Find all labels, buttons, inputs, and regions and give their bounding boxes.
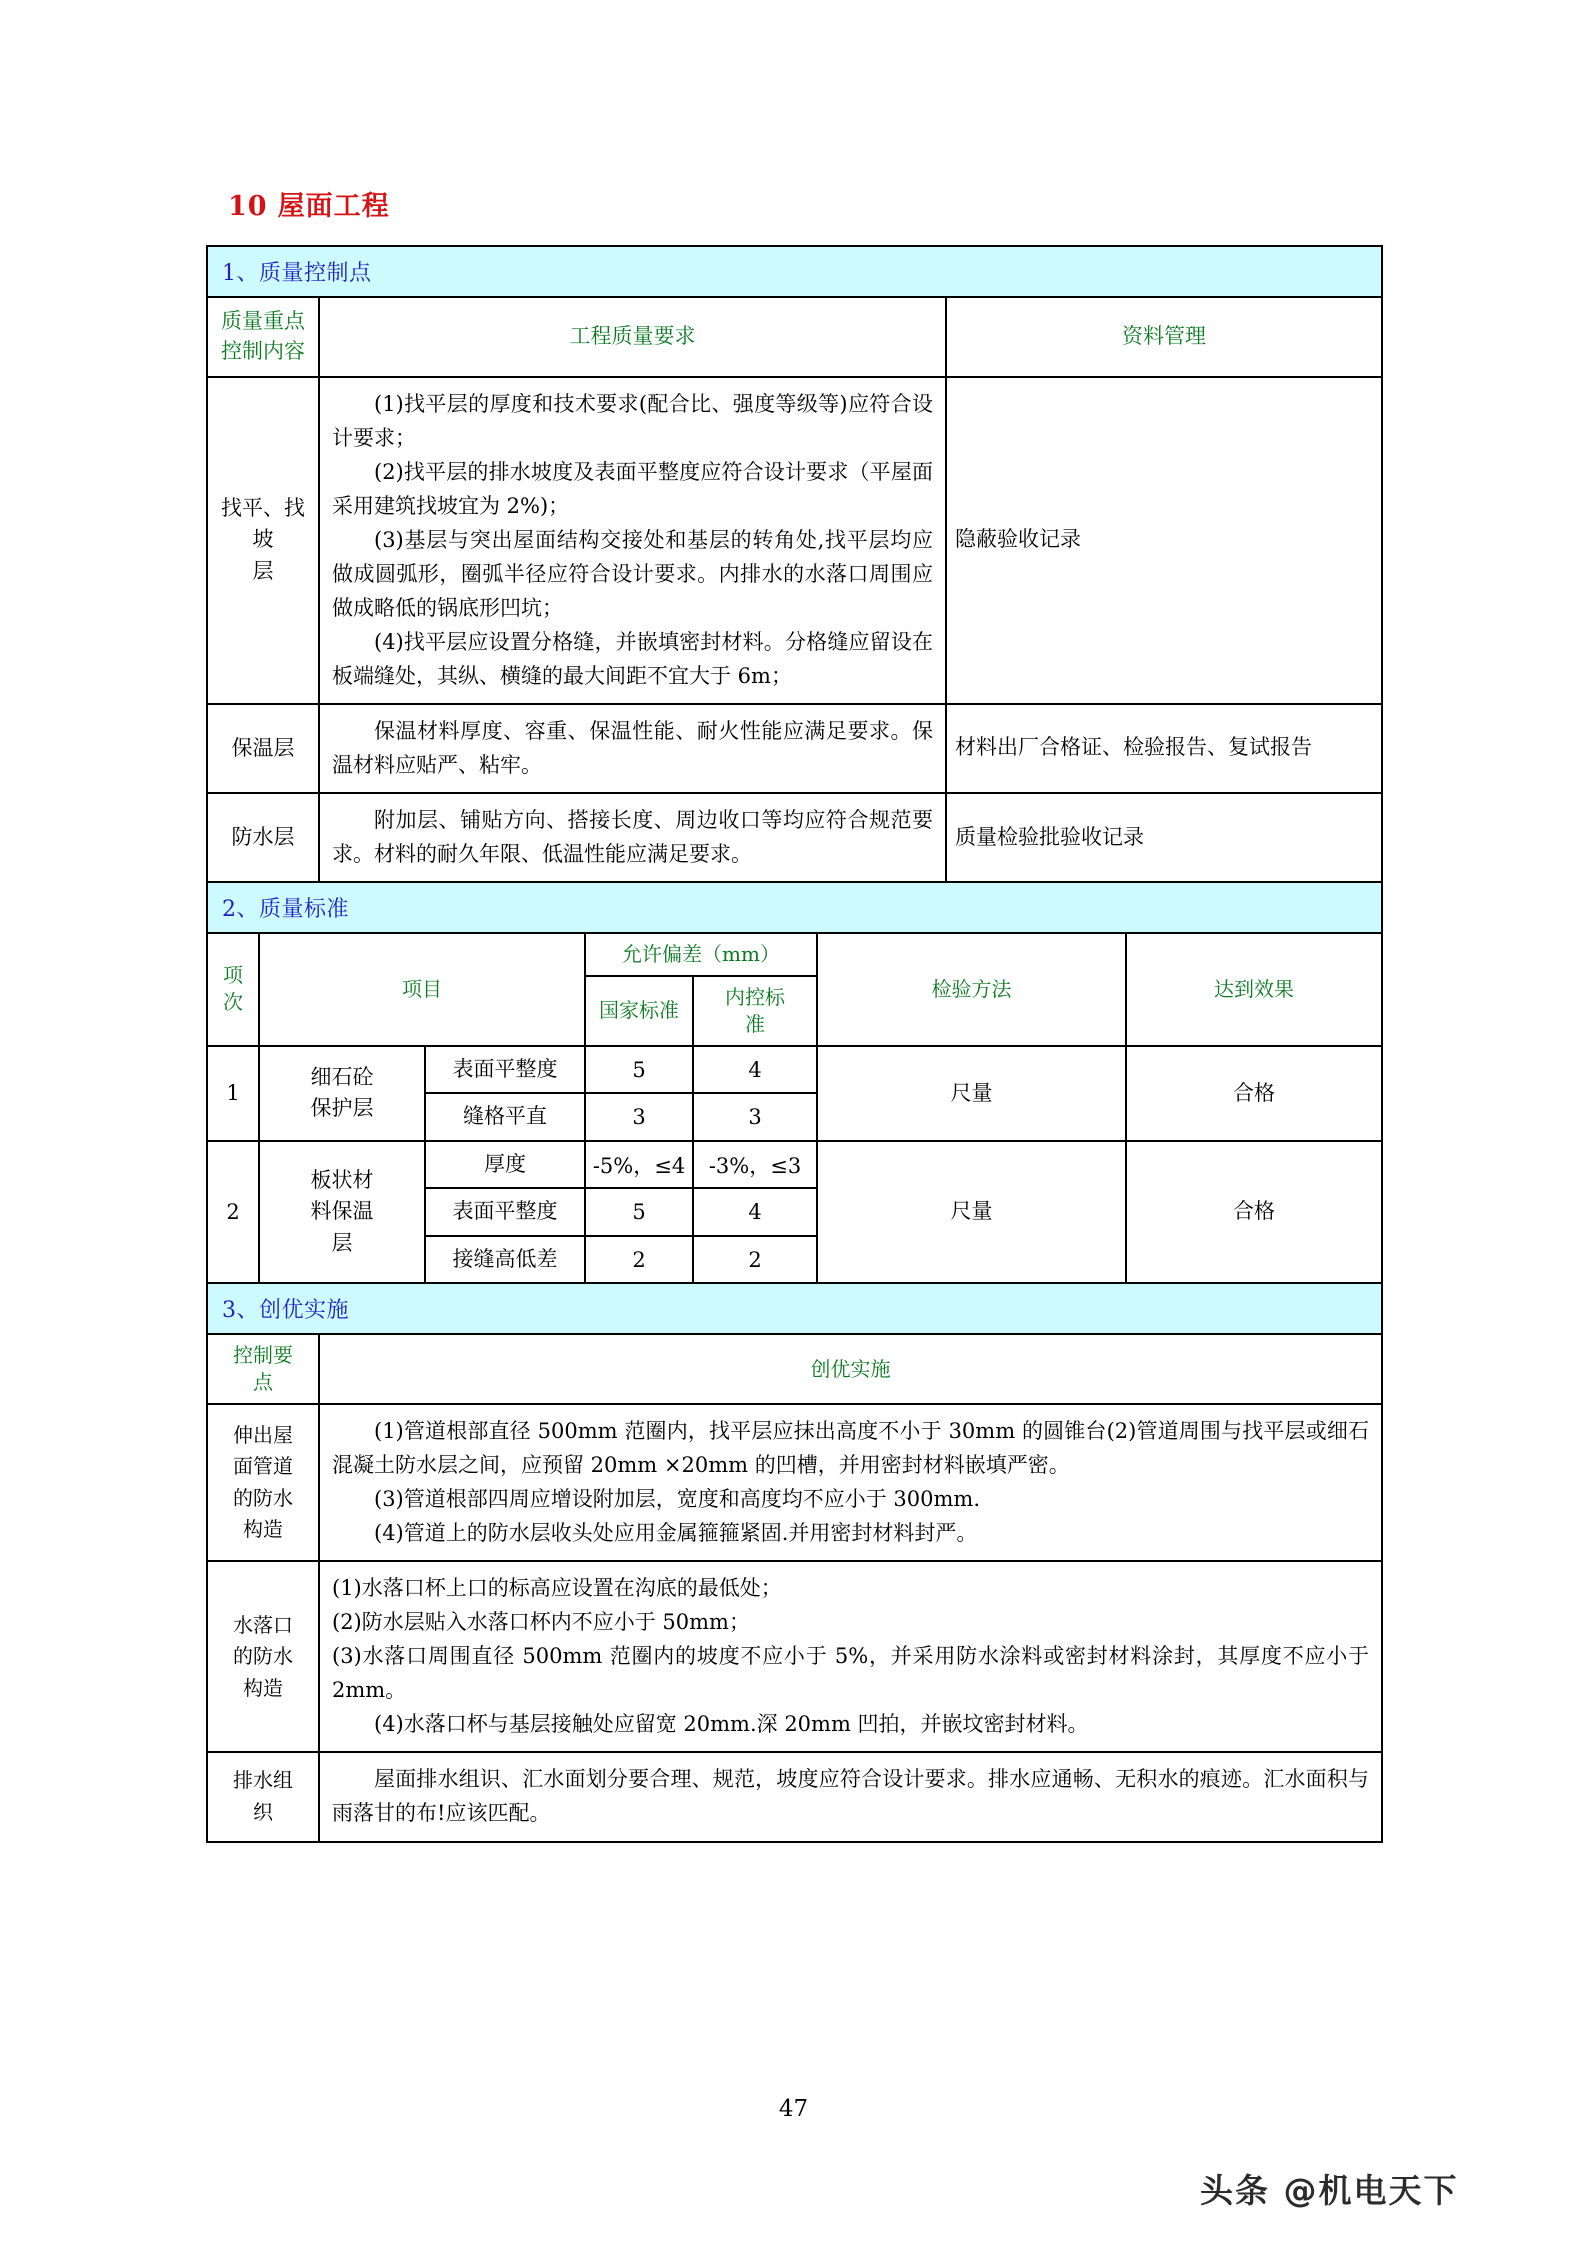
header-effect: 达到效果 <box>1126 933 1382 1046</box>
row-item-name: 表面平整度 <box>425 1046 585 1094</box>
row-label-line: 构造 <box>243 1517 283 1542</box>
table-row <box>207 1561 1382 1752</box>
header-data-management: 资料管理 <box>946 297 1382 377</box>
row-category-line2: 保护层 <box>310 1096 374 1121</box>
section1-header-row <box>207 297 1382 377</box>
header-inspection-method: 检验方法 <box>817 933 1126 1046</box>
section1-banner: 1、质量控制点 <box>207 246 1382 297</box>
row-internal-value: 3 <box>693 1093 817 1141</box>
row-label-line1: 找平、找坡 <box>221 495 305 552</box>
row-management-waterproof-layer: 质量检验批验收记录 <box>946 793 1382 882</box>
row-internal-value: 2 <box>693 1236 817 1284</box>
header-index-line2: 次 <box>223 990 243 1015</box>
row-content-drainage-system <box>319 1752 1382 1841</box>
row-content-drain-waterproof <box>319 1561 1382 1752</box>
header-control-content-line1: 质量重点 <box>221 309 305 333</box>
row-requirements-waterproof-layer <box>319 793 946 882</box>
row-management-insulation-layer: 材料出厂合格证、检验报告、复试报告 <box>946 704 1382 793</box>
row-label-line: 伸出屋 <box>233 1422 293 1447</box>
row-internal-value: 4 <box>693 1188 817 1236</box>
table-row <box>207 1141 1382 1189</box>
header-implementation: 创优实施 <box>319 1334 1382 1404</box>
header-control-content-line2: 控制内容 <box>221 338 305 363</box>
requirement-item: (4)找平层应设置分格缝，并嵌填密封材料。分格缝应留设在板端缝处，其纵、横缝的最大间距不宜大于 6m； <box>332 629 933 688</box>
row-requirements-leveling-layer <box>319 377 946 704</box>
table-row <box>207 1046 1382 1094</box>
page-number: 47 <box>778 2096 809 2122</box>
header-national-standard: 国家标准 <box>585 976 693 1046</box>
row-internal-value: 4 <box>693 1046 817 1094</box>
section1-banner-row <box>207 246 1382 297</box>
row-category-line1: 细石砼 <box>310 1064 374 1089</box>
implementation-item: (3)水落口周围直径 500mm 范圈内的坡度不应小于 5%，并采用防水涂料或密封材料涂封，其厚度不应小于 2mm。 <box>332 1644 1370 1703</box>
section2-banner: 2、质量标准 <box>207 882 1382 933</box>
table-row <box>207 793 1382 882</box>
requirement-item: (2)找平层的排水坡度及表面平整度应符合设计要求（平屋面采用建筑找坡宜为 2%)； <box>332 459 933 518</box>
header-control-content <box>207 297 319 377</box>
header-control-point <box>207 1334 319 1404</box>
row-label-line2: 层 <box>252 558 274 583</box>
row-method-2: 尺量 <box>817 1141 1126 1284</box>
header-control-point-line2: 点 <box>253 1370 273 1395</box>
chapter-title-text: 屋面工程 <box>277 191 390 222</box>
row-content-pipe-waterproof <box>319 1404 1382 1561</box>
row-method-1: 尺量 <box>817 1046 1126 1141</box>
row-category-line1: 板状材 <box>310 1167 374 1192</box>
header-control-point-line1: 控制要 <box>233 1343 293 1368</box>
watermark: 头条 @机电天下 <box>1200 2171 1459 2210</box>
header-index <box>207 933 259 1046</box>
row-effect-2: 合格 <box>1126 1141 1382 1284</box>
row-item-name: 厚度 <box>425 1141 585 1189</box>
row-label-drainage-system <box>207 1752 319 1841</box>
row-national-value: 3 <box>585 1093 693 1141</box>
table-row <box>207 1752 1382 1841</box>
row-label-line: 排水组 <box>233 1768 293 1793</box>
row-national-value: 2 <box>585 1236 693 1284</box>
table-row <box>207 1404 1382 1561</box>
table-row <box>207 377 1382 704</box>
table-row <box>207 704 1382 793</box>
page-title <box>228 184 390 223</box>
row-national-value: -5%，≤4 <box>585 1141 693 1189</box>
header-internal-standard <box>693 976 817 1046</box>
requirement-item: 保温材料厚度、容重、保温性能、耐火性能应满足要求。保温材料应贴严、粘牢。 <box>332 718 933 777</box>
row-internal-value: -3%，≤3 <box>693 1141 817 1189</box>
header-tolerance-group: 允许偏差（mm） <box>585 933 817 976</box>
implementation-item: (2)防水层贴入水落口杯内不应小于 50mm； <box>332 1610 750 1635</box>
section3-header-row <box>207 1334 1382 1404</box>
row-requirements-insulation-layer <box>319 704 946 793</box>
chapter-number: 10 <box>228 191 268 222</box>
row-category-2 <box>259 1141 425 1284</box>
row-label-line: 面管道 <box>233 1454 293 1479</box>
row-category-line2: 料保温 <box>310 1199 374 1224</box>
implementation-item: (1)管道根部直径 500mm 范圈内，找平层应抹出高度不小于 30mm 的圆锥台(2)管道周围与找平层或细石混凝土防水层之间，应预留 20mm ×20mm 的凹槽，并用密封材料嵌填严密。 <box>332 1419 1370 1478</box>
row-national-value: 5 <box>585 1046 693 1094</box>
quality-control-table <box>206 245 1383 1843</box>
row-label-line: 的防水 <box>233 1644 293 1669</box>
implementation-item: 屋面排水组识、汇水面划分要合理、规范，坡度应符合设计要求。排水应通畅、无积水的痕迹。汇水面积与雨落甘的布!应该匹配。 <box>332 1767 1370 1826</box>
row-label-line: 构造 <box>243 1675 283 1700</box>
section3-banner: 3、创优实施 <box>207 1283 1382 1334</box>
row-category-line3: 层 <box>331 1230 353 1255</box>
row-item-name: 接缝高低差 <box>425 1236 585 1284</box>
row-label-line: 织 <box>253 1799 273 1824</box>
row-management-leveling-layer: 隐蔽验收记录 <box>946 377 1382 704</box>
row-index-1: 1 <box>207 1046 259 1141</box>
row-label-waterproof-layer: 防水层 <box>207 793 319 882</box>
implementation-item: (4)水落口杯与基层接触处应留宽 20mm.深 20mm 凹拍，并嵌坟密封材料。 <box>374 1712 1089 1737</box>
row-item-name: 缝格平直 <box>425 1093 585 1141</box>
section2-header-row-1 <box>207 933 1382 976</box>
implementation-item: (3)管道根部四周应增设附加层，宽度和高度均不应小于 300mm. <box>374 1487 981 1512</box>
requirement-item: (1)找平层的厚度和技术要求(配合比、强度等级等)应符合设计要求； <box>332 391 933 450</box>
row-label-leveling-layer <box>207 377 319 704</box>
row-label-pipe-waterproof <box>207 1404 319 1561</box>
implementation-item: (1)水落口杯上口的标高应设置在沟底的最低处； <box>332 1576 782 1601</box>
row-category-1 <box>259 1046 425 1141</box>
section2-banner-row <box>207 882 1382 933</box>
header-internal-standard-line2: 准 <box>745 1011 765 1036</box>
row-item-name: 表面平整度 <box>425 1188 585 1236</box>
header-quality-requirement: 工程质量要求 <box>319 297 946 377</box>
row-national-value: 5 <box>585 1188 693 1236</box>
row-label-insulation-layer: 保温层 <box>207 704 319 793</box>
row-label-line: 水落口 <box>233 1612 293 1637</box>
header-item: 项目 <box>259 933 585 1046</box>
section3-banner-row <box>207 1283 1382 1334</box>
row-effect-1: 合格 <box>1126 1046 1382 1141</box>
row-index-2: 2 <box>207 1141 259 1284</box>
requirement-item: (3)基层与突出屋面结构交接处和基层的转角处,找平层均应做成圆弧形，圈弧半径应符合设计要求。内排水的水落口周围应做成略低的锅底形凹坑； <box>332 527 933 620</box>
row-label-drain-waterproof <box>207 1561 319 1752</box>
row-label-line: 的防水 <box>233 1485 293 1510</box>
header-index-line1: 项 <box>223 963 243 988</box>
requirement-item: 附加层、铺贴方向、搭接长度、周边收口等均应符合规范要求。材料的耐久年限、低温性能应满足要求。 <box>332 807 933 866</box>
header-internal-standard-line1: 内控标 <box>725 984 785 1009</box>
implementation-item: (4)管道上的防水层收头处应用金属箍箍紧固.并用密封材料封严。 <box>374 1521 978 1546</box>
